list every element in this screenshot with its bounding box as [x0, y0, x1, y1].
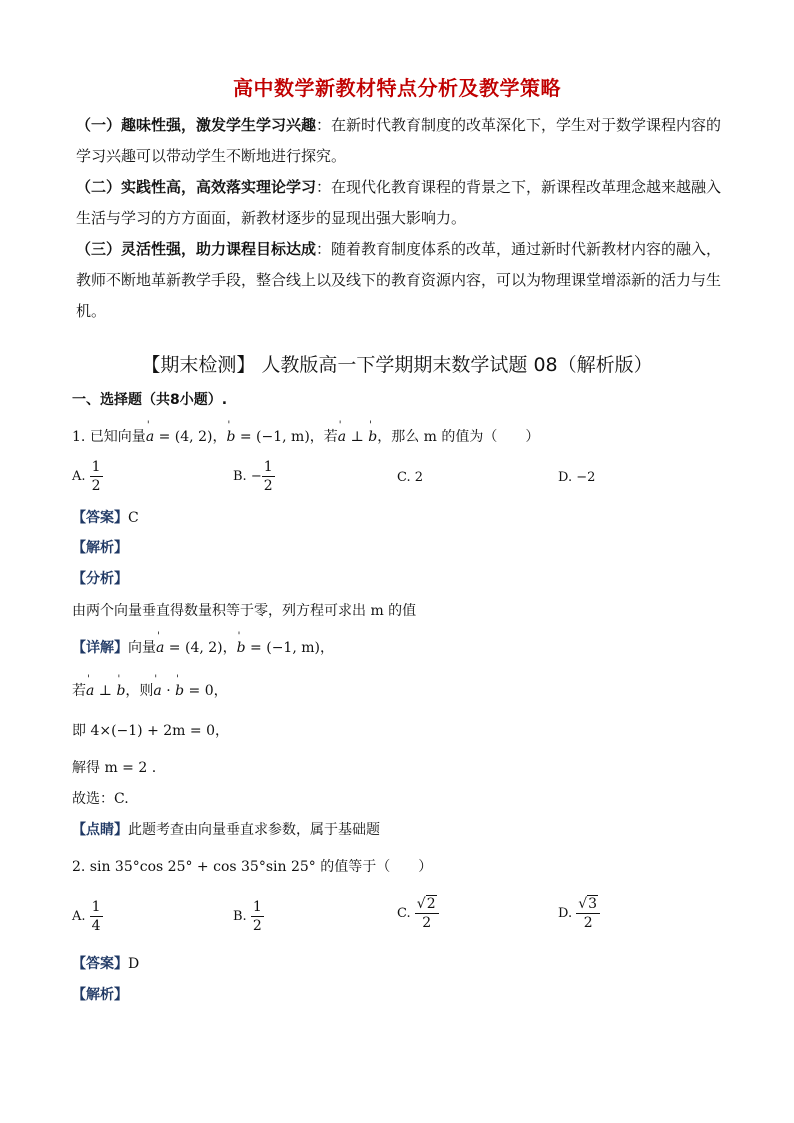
- vector-b: ' b: [116, 683, 125, 699]
- intro-paragraph-3: [76, 234, 724, 327]
- document-title: 高中数学新教材特点分析及教学策略: [233, 76, 561, 100]
- vector-b: ' b: [237, 640, 246, 656]
- numerator: [415, 895, 439, 914]
- question-number: 1.: [72, 429, 86, 445]
- denominator: 4: [91, 918, 101, 934]
- q2-option-c: [397, 895, 439, 932]
- vector-a: ' a: [146, 429, 154, 445]
- radicand: 3: [588, 896, 598, 912]
- q1-step-3: 即 4×(−1) + 2m = 0，: [72, 723, 230, 739]
- option-label: A.: [72, 909, 86, 924]
- answer-tag: 【答案】: [72, 956, 128, 972]
- fenxi-tag: 【分析】: [72, 571, 128, 587]
- q1-step-4: 解得 m = 2 .: [72, 760, 157, 776]
- fraction: [90, 458, 103, 495]
- q1-xiangjie: [72, 637, 334, 657]
- q1-answer: [72, 507, 139, 527]
- option-label: A.: [72, 469, 86, 484]
- q1-option-d: D. −2: [558, 470, 596, 485]
- dot-symbol: ·: [161, 683, 176, 699]
- intro-heading-2: （二）实践性高，高效落实理论学习: [76, 178, 317, 196]
- q1-expr-b: = (−1, m)，若: [235, 429, 338, 445]
- dianjing-tag: 【点睛】: [72, 822, 128, 838]
- q1-jiexi: [72, 537, 128, 557]
- option-label: D.: [558, 906, 573, 921]
- intro-paragraph-2: [76, 172, 724, 234]
- question-2-stem: 2. sin 35°cos 25° + cos 35°sin 25° 的值等于（ ）: [72, 859, 433, 875]
- numerator: [576, 895, 600, 914]
- q2-option-b: [233, 898, 264, 935]
- numerator: 1: [263, 459, 273, 475]
- intro-heading-1: （一）趣味性强，激发学生学习兴趣: [76, 116, 317, 134]
- q1-step-2: [72, 680, 228, 700]
- q1-text-end: ，那么 m 的值为（ ）: [377, 429, 540, 445]
- step-text: ，则: [125, 683, 154, 699]
- denominator: 2: [422, 915, 432, 931]
- xiangjie-expr-a: = (4, 2)，: [164, 640, 237, 656]
- intro-text-2: ：在现代化教育课程的背景之下，新课程改革理念越来越融入生活与学习的方方面面，新教材逐步的显现出强大影响力。: [76, 178, 722, 227]
- denominator: 2: [91, 478, 101, 494]
- q1-step-5: 故选：C.: [72, 791, 129, 807]
- q1-option-b: [233, 458, 275, 495]
- xiangjie-expr-b: = (−1, m)，: [245, 640, 334, 656]
- step-text: = 0，: [184, 683, 228, 699]
- answer-tag: 【答案】: [72, 510, 128, 526]
- q1-option-c: C. 2: [397, 470, 424, 485]
- numerator: 1: [91, 899, 101, 915]
- q2-option-a: [72, 898, 103, 935]
- answer-value: D: [128, 956, 140, 972]
- intro-text-3: ：随着教育制度体系的改革，通过新时代新教材内容的融入，教师不断地革新教学手段，整合线上以及线下的教育资源内容，可以为物理课堂增添新的活力与生机。: [76, 240, 722, 320]
- sqrt-icon: √: [578, 896, 588, 912]
- answer-value: C: [128, 510, 139, 526]
- numerator: 1: [252, 899, 262, 915]
- perp-symbol: ⊥: [94, 683, 117, 699]
- numerator: 1: [91, 459, 101, 475]
- q1-expr-a: = (4, 2)，: [154, 429, 227, 445]
- fraction: [576, 895, 600, 932]
- vector-b: ' b: [368, 429, 377, 445]
- xiangjie-text: 向量: [128, 640, 156, 656]
- q2-answer: [72, 953, 139, 973]
- q1-dianjing: [72, 819, 380, 839]
- vector-b: ' b: [226, 429, 235, 445]
- vector-a: ' a: [156, 640, 164, 656]
- vector-a: ' a: [338, 429, 346, 445]
- option-label: B.: [233, 909, 247, 924]
- xiangjie-tag: 【详解】: [72, 640, 128, 656]
- q1-fenxi-text: 由两个向量垂直得数量积等于零，列方程可求出 m 的值: [72, 603, 417, 619]
- denominator: 2: [263, 478, 273, 494]
- step-text: 若: [72, 683, 86, 699]
- denominator: 2: [252, 918, 262, 934]
- jiexi-tag: 【解析】: [72, 987, 128, 1003]
- q2-option-d: [558, 895, 600, 932]
- option-label: B.: [233, 469, 247, 484]
- q1-text: 已知向量: [89, 429, 146, 445]
- radicand: 2: [426, 896, 436, 912]
- vector-a: ' a: [153, 683, 161, 699]
- section-heading: 一、选择题（共8小题）.: [72, 392, 228, 408]
- jiexi-tag: 【解析】: [72, 540, 128, 556]
- fraction: [262, 458, 275, 495]
- minus-sign: −: [250, 469, 262, 484]
- vector-b: ' b: [175, 683, 184, 699]
- q1-fenxi: [72, 568, 128, 588]
- intro-paragraph-1: [76, 110, 724, 172]
- intro-heading-3: （三）灵活性强，助力课程目标达成: [76, 240, 317, 258]
- q2-jiexi: [72, 984, 128, 1004]
- intro-text-1: ：在新时代教育制度的改革深化下，学生对于数学课程内容的学习兴趣可以带动学生不断地进行探究。: [76, 116, 722, 165]
- q1-option-a: [72, 458, 103, 495]
- perp-symbol: ⊥: [346, 429, 369, 445]
- vector-a: ' a: [86, 683, 94, 699]
- denominator: 2: [583, 915, 593, 931]
- sqrt-icon: √: [416, 896, 426, 912]
- dianjing-text: 此题考查由向量垂直求参数，属于基础题: [128, 822, 380, 838]
- fraction: [415, 895, 439, 932]
- fraction: [251, 898, 264, 935]
- fraction: [90, 898, 103, 935]
- question-1-stem: [72, 426, 539, 446]
- option-label: C.: [397, 906, 411, 921]
- exam-title: 【期末检测】 人教版高一下学期期末数学试题 08（解析版）: [141, 354, 653, 376]
